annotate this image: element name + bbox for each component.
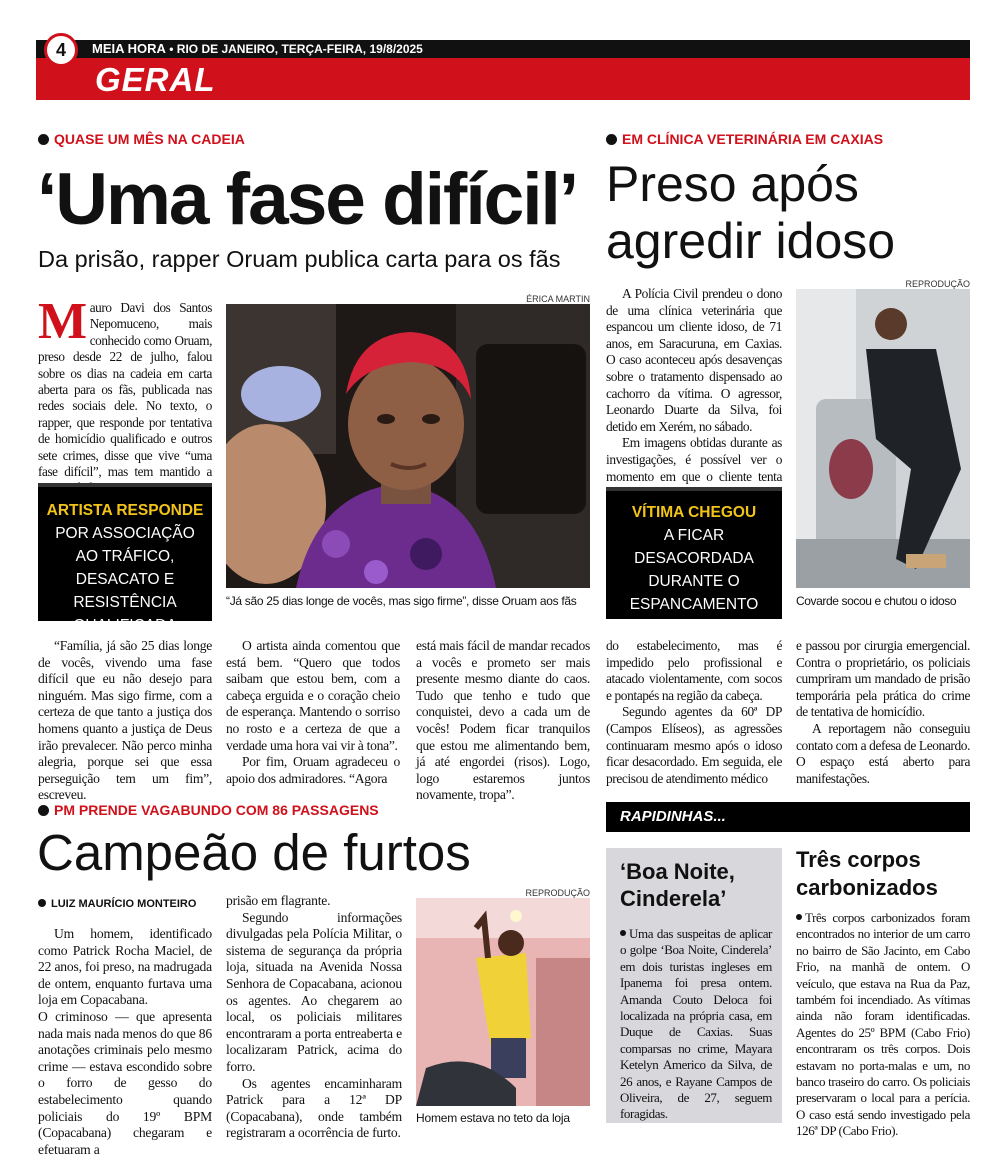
oruam-photo — [226, 304, 590, 588]
masthead: MEIA HORA — [92, 41, 166, 56]
article1-deck: Da prisão, rapper Oruam publica carta para os fãs — [38, 246, 561, 272]
bullet-icon — [38, 134, 49, 145]
bullet-icon — [38, 805, 49, 816]
article2-factbox — [606, 487, 782, 619]
article1-col3: está mais fácil de mandar recados a vocês e prometo ser mais presente mesmo diante do caos. Tudo que tenho e tudo que conquistei, devo a cada um de vocês! Podem ficar tranquilos que estou me alimentando bem, já até engordei (risos). Logo, logo estaremos juntos novamente, tropa”. — [416, 638, 590, 803]
item1-title: ‘Boa Noite, Cinderela’ — [620, 859, 735, 911]
article1-col2: O artista ainda comentou que está bem. “Quero que todos saibam que estou bem, com a cabeça erguida e o coração cheio de esperança. Mantendo o sorriso no rosto e a certeza de que a verdade uma hora vai vir à tona”. Por fim, Oruam agradeceu o apoio dos admiradores. “Agora — [226, 638, 400, 786]
dropcap: M — [38, 293, 87, 350]
factbox-highlight: VÍTIMA CHEGOU — [631, 504, 757, 521]
rapidinhas-label: RAPIDINHAS... — [606, 802, 970, 832]
bullet-icon — [38, 899, 46, 907]
article3-kicker: PM PRENDE VAGABUNDO COM 86 PASSAGENS — [38, 802, 379, 818]
item2-text: Três corpos carbonizados foram encontrados no interior de um carro no bairro de São Jacinto, em Cabo Frio, na manhã de ontem. O veículo, que estava na Rua da Paz, também foi incendiado. As vítimas ainda não foram identificadas. Agentes do 25º BPM (Cabo Frio) encontraram os três corpos. Dois estavam no porta-malas e um, no banco traseiro do carro. Os policiais preservaram o local para a perícia. O caso está sendo investigado pela 126ª DP (Cabo Frio). — [796, 910, 970, 1139]
article2-kicker: EM CLÍNICA VETERINÁRIA EM CAXIAS — [606, 131, 883, 147]
rapidinhas-item1 — [606, 848, 782, 1123]
article3-headline: Campeão de furtos — [37, 824, 471, 881]
article1-col1: “Família, já são 25 dias longe de vocês, vivendo uma fase difícil que eu não desejo para ninguém. Mas sigo firme, com a certeza de que tanto a justiça dos homens quanto a justiça de Deus irão prevalecer. Não perco minha alegria, porque sei que essa perseguição tem um fim”, escreveu. — [38, 638, 212, 803]
article1-photo-caption: “Já são 25 dias longe de vocês, mas sigo firme”, disse Oruam aos fãs — [226, 594, 577, 608]
factbox-text: POR ASSOCIAÇÃO AO TRÁFICO, DESACATO E RESISTÊNCIA QUALIFICADA — [55, 525, 195, 634]
article3-photo-credit: REPRODUÇÃO — [525, 888, 590, 898]
article1-headline: ‘Uma fase difícil’ — [37, 159, 578, 240]
article1-lead: Mauro Davi dos Santos Nepomuceno, mais conhecido como Oruam, preso desde 22 de julho, falou sobre os dias na cadeia em carta aberta para os fãs, publicada nas redes sociais dele. No texto, o rapper, que responde por tentativa de homicídio qualificado e outros sete crimes, disse que vive “uma fase difícil”, mas tem mantido a — [38, 293, 212, 480]
masthead-line — [92, 41, 423, 56]
bullet-icon — [620, 930, 626, 936]
article2-photo-credit: REPRODUÇÃO — [905, 279, 970, 289]
article2-col2: e passou por cirurgia emergencial. Contra o proprietário, os policiais cumpriram um mandado de prisão temporária pela prática do crime de tentativa de homicídio. A reportagem não conseguiu contato com a defesa de Leonardo. O espaço está aberto para manifestações. — [796, 638, 970, 786]
article2-col1-cont: do estabelecimento, mas é impedido pelo profissional e atacado violentamente, com socos e pontapés na região da cabeça. Segundo agentes da 60ª DP (Campos Elíseos), as agressões continuaram mesmo após o idoso ficar desacordado. Em seguida, ele precisou de atendimento médico — [606, 638, 782, 786]
article2-col1: A Polícia Civil prendeu o dono de uma clínica veterinária que espancou um cliente idoso, de 71 anos, em Saracuruna, em Caxias. O caso aconteceu após desavenças sobre o tratamento dispensado ao cachorro da vítima. O agressor, Leonardo Duarte da Silva, foi detido em Xerém, no sábado. Em imagens obtidas durante as investigações, é possível ver o momento em que o cliente tenta — [606, 286, 782, 484]
article3-col2: prisão em flagrante. Segundo informações divulgadas pela Polícia Militar, o sistema de segurança da própria loja, situada na Avenida Nossa Senhora de Copacabana, acionou os agentes. Ao chegarem ao local, os policiais militares encontraram a porta entreaberta e localizaram Patrick, acima do forro. Os agentes encaminharam Patrick para a 12ª DP (Copacabana), onde também registraram a ocorrência de furto. — [226, 893, 402, 1141]
assault-photo — [796, 289, 970, 588]
factbox-highlight: ARTISTA RESPONDE — [46, 502, 204, 519]
bullet-icon — [606, 134, 617, 145]
article1-photo-credit: ÉRICA MARTIN — [526, 294, 590, 304]
page-number: 4 — [44, 33, 78, 67]
bullet-icon — [796, 914, 802, 920]
article1-kicker: QUASE UM MÊS NA CADEIA — [38, 131, 245, 147]
article3-photo-caption: Homem estava no teto da loja — [416, 1111, 570, 1125]
thief-photo — [416, 898, 590, 1106]
article1-factbox — [38, 483, 212, 634]
item2-title: Três corpos carbonizados — [796, 847, 938, 900]
item1-text: Uma das suspeitas de aplicar o golpe ‘Boa Noite, Cinderela’ em dois turistas ingleses em Ipanema foi presa ontem. Amanda Couto Deloca foi localizada na própria casa, em Duque de Caxias. Suas comparsas no crime, Mayara Ketelyn Americo da Silva, de 26 anos, e Rayane Campos de Oliveira, de 27, seguem foragidas. — [620, 926, 772, 1122]
factbox-text: A FICAR DESACORDADA DURANTE O ESPANCAMENTO — [629, 527, 759, 613]
dateline: • RIO DE JANEIRO, TERÇA-FEIRA, 19/8/2025 — [169, 42, 423, 56]
article3-col1: Um homem, identificado como Patrick Rocha Maciel, de 22 anos, foi preso, na madrugada de ontem, enquanto furtava uma loja em Copacabana. O criminoso — que apresenta nada mais nada menos do que 86 anotações criminais pelo mesmo crime — estava escondido sobre o forro de gesso do estabelecimento quando policiais do 19º BPM (Copacabana) chegaram e efetuaram a — [38, 926, 212, 1157]
article2-headline: Preso após agredir idoso — [606, 156, 896, 269]
article3-byline: LUIZ MAURÍCIO MONTEIRO — [38, 898, 196, 910]
article2-photo-caption: Covarde socou e chutou o idoso — [796, 594, 957, 608]
section-title: GERAL — [95, 61, 216, 98]
